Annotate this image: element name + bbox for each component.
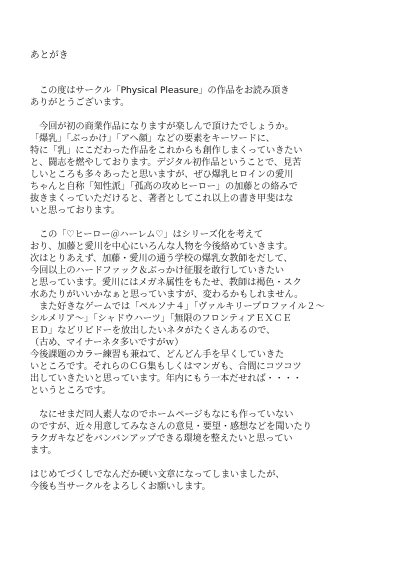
text-line: はじめてづくしでなんだか硬い文章になってしまいましたが、 bbox=[30, 469, 285, 480]
text-line: 抜きまくっていただけると、著者としてこれ以上の書き甲斐はな bbox=[30, 193, 294, 204]
text-line: （古め、マイナーネタ多いですがｗ） bbox=[30, 337, 184, 348]
text-line: 今回が初の商業作品になりますが楽しんで頂けたでしょうか。 bbox=[30, 121, 294, 132]
paragraph bbox=[30, 85, 375, 109]
paragraph-list bbox=[30, 85, 375, 493]
text-line: 今後課題のカラー練習も兼ねて、どんどん手を早くしていきた bbox=[30, 349, 285, 360]
text-line: ラクガキなどをバンバンアップできる環境を整えたいと思ってい bbox=[30, 433, 293, 444]
paragraph bbox=[30, 121, 375, 217]
text-line: ありがとうございます。 bbox=[30, 97, 130, 108]
text-line: 今後も当サークルをよろしくお願いします。 bbox=[30, 481, 211, 492]
text-line: と、闘志を燃やしております。デジタル初作品ということで、見苦 bbox=[30, 157, 302, 168]
text-line: のですが、近々用意してみなさんの意見・要望・感想などを聞いたり bbox=[30, 421, 312, 432]
text-line: ちゃんと自称「知性派」「孤高の攻めヒーロー」の加藤との絡みで bbox=[30, 181, 298, 192]
afterword-text bbox=[30, 50, 375, 505]
text-line: なにせまだ同人素人なのでホームページもなにも作っていない bbox=[30, 409, 294, 420]
text-line: 次はとりあえず、加藤・愛川の通う学校の爆乳女教師をだして、 bbox=[30, 253, 293, 264]
text-line: いところです。それらのＣＧ集もしくはマンガも、合間にコツコツ bbox=[30, 361, 302, 372]
text-line: シルメリア～」「シャドウハーツ」「無限のフロンティアＥＸＣＥ bbox=[30, 313, 292, 324]
paragraph bbox=[30, 229, 375, 397]
text-line: と思っています。愛川にはメガネ属性をもたせ、教師は褐色・スク bbox=[30, 277, 302, 288]
text-line: 出していきたいと思っています。年内にもう一本だせれば・・・・ bbox=[30, 373, 302, 384]
text-line: 水あたりがいいかなぁと思っていますが、変わるかもしれません。 bbox=[30, 289, 304, 300]
text-line: いと思っております。 bbox=[30, 205, 121, 216]
text-line: おり、加藤と愛川を中心にいろんな人物を今後絡めていきます。 bbox=[30, 241, 293, 252]
text-line: 今回以上のハードファック＆ぶっかけ征服を敢行していきたい bbox=[30, 265, 284, 276]
text-line: また好きなゲームでは「ペルソナ４」「ヴァルキリープロファイル２～ bbox=[30, 301, 325, 312]
text-line: 特に「乳」にこだわった作品をこれからも創作しまくっていきたい bbox=[30, 145, 303, 156]
text-line: というところです。 bbox=[30, 385, 111, 396]
text-line: ＥＤ」などリビドーを放出したいネタがたくさんあるので、 bbox=[30, 325, 276, 336]
paragraph bbox=[30, 469, 375, 493]
text-line: この度はサークル「Physical Pleasure」の作品をお読み頂き bbox=[30, 85, 290, 96]
text-line: この「♡ヒーロー＠ハーレム♡」はシリーズ化を考えて bbox=[30, 229, 263, 240]
text-line: ます。 bbox=[30, 445, 57, 456]
page-heading: あとがき bbox=[30, 50, 69, 61]
text-line: 「爆乳」「ぶっかけ」「アヘ顔」などの要素をキーワードに、 bbox=[30, 133, 275, 144]
paragraph bbox=[30, 409, 375, 457]
text-line: しいところも多々あったと思いますが、ぜひ爆乳ヒロインの愛川 bbox=[30, 169, 294, 180]
